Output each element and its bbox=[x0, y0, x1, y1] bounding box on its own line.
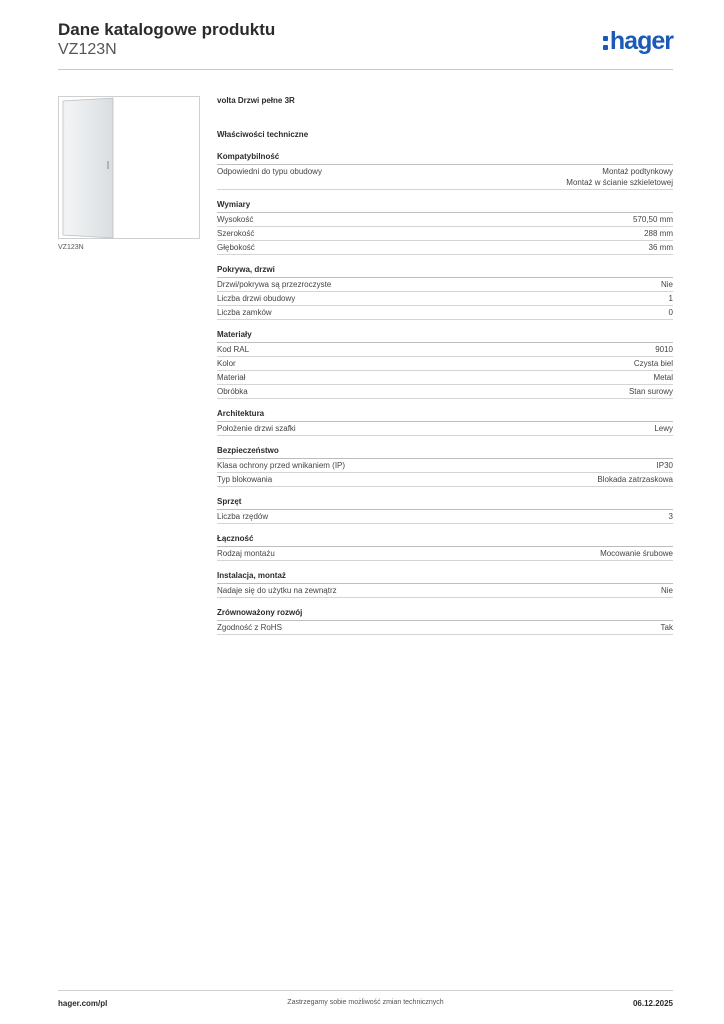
spec-value-line: Blokada zatrzaskowa bbox=[597, 475, 673, 484]
spec-row bbox=[217, 422, 673, 436]
page-header bbox=[58, 20, 673, 70]
spec-section bbox=[217, 200, 673, 255]
section-title: Instalacja, montaż bbox=[217, 571, 673, 584]
page-footer bbox=[58, 990, 673, 1011]
technical-properties-heading: Właściwości techniczne bbox=[217, 130, 309, 139]
section-title: Wymiary bbox=[217, 200, 673, 213]
spec-row bbox=[217, 510, 673, 524]
spec-label: Liczba zamków bbox=[217, 308, 272, 317]
spec-sections bbox=[217, 152, 673, 635]
spec-value bbox=[655, 344, 673, 355]
section-title: Sprzęt bbox=[217, 497, 673, 510]
spec-value bbox=[654, 423, 673, 434]
spec-value-line: Nie bbox=[660, 586, 673, 595]
spec-section bbox=[217, 534, 673, 561]
spec-value bbox=[669, 293, 673, 304]
spec-section bbox=[217, 409, 673, 436]
spec-row bbox=[217, 547, 673, 561]
spec-row bbox=[217, 473, 673, 487]
spec-value bbox=[566, 166, 673, 188]
spec-label: Kod RAL bbox=[217, 345, 250, 354]
spec-row bbox=[217, 292, 673, 306]
document-title: Dane katalogowe produktu bbox=[58, 20, 276, 39]
section-title: Łączność bbox=[217, 534, 673, 547]
spec-value bbox=[661, 585, 673, 596]
section-title: Zrównoważony rozwój bbox=[217, 608, 673, 621]
spec-label: Obróbka bbox=[217, 387, 248, 396]
spec-row bbox=[217, 343, 673, 357]
spec-value bbox=[657, 460, 673, 471]
spec-label: Zgodność z RoHS bbox=[217, 623, 282, 632]
spec-value bbox=[597, 474, 673, 485]
spec-row bbox=[217, 621, 673, 635]
spec-value bbox=[634, 358, 673, 369]
spec-label: Nadaje się do użytku na zewnątrz bbox=[217, 586, 337, 595]
section-title: Bezpieczeństwo bbox=[217, 446, 673, 459]
spec-label: Głębokość bbox=[217, 243, 255, 252]
spec-section bbox=[217, 265, 673, 320]
spec-label: Szerokość bbox=[217, 229, 255, 238]
spec-label: Materiał bbox=[217, 373, 246, 382]
spec-value-line: IP30 bbox=[656, 461, 673, 470]
spec-value bbox=[661, 622, 673, 633]
product-name: volta Drzwi pełne 3R bbox=[217, 96, 295, 105]
spec-value-line: 570,50 mm bbox=[632, 215, 673, 224]
spec-value-line: Nie bbox=[660, 280, 673, 289]
spec-value-line: Mocowanie śrubowe bbox=[600, 549, 673, 558]
spec-value bbox=[669, 511, 673, 522]
spec-section bbox=[217, 446, 673, 487]
spec-value-line: Czysta biel bbox=[633, 359, 673, 368]
spec-section bbox=[217, 571, 673, 598]
spec-label: Rodzaj montażu bbox=[217, 549, 275, 558]
spec-label: Liczba drzwi obudowy bbox=[217, 294, 296, 303]
spec-label: Kolor bbox=[217, 359, 236, 368]
spec-row bbox=[217, 213, 673, 227]
spec-value-line: Lewy bbox=[654, 424, 673, 433]
section-title: Pokrywa, drzwi bbox=[217, 265, 673, 278]
spec-label: Położenie drzwi szafki bbox=[217, 424, 296, 433]
spec-value-line: 3 bbox=[668, 512, 673, 521]
spec-row bbox=[217, 385, 673, 399]
spec-row bbox=[217, 241, 673, 255]
spec-value bbox=[661, 279, 673, 290]
section-title: Architektura bbox=[217, 409, 673, 422]
product-image bbox=[58, 96, 200, 239]
spec-section bbox=[217, 330, 673, 399]
spec-row bbox=[217, 165, 673, 190]
spec-row bbox=[217, 459, 673, 473]
spec-value-line: Tak bbox=[660, 623, 673, 632]
spec-label: Odpowiedni do typu obudowy bbox=[217, 167, 322, 176]
spec-section bbox=[217, 608, 673, 635]
hager-logo bbox=[603, 26, 673, 56]
spec-value-line: 36 mm bbox=[648, 243, 673, 252]
spec-value bbox=[669, 307, 673, 318]
product-details bbox=[217, 96, 673, 635]
spec-row bbox=[217, 371, 673, 385]
spec-row bbox=[217, 357, 673, 371]
spec-value-line: 1 bbox=[668, 294, 673, 303]
image-caption: VZ123N bbox=[58, 244, 84, 251]
section-title: Kompatybilność bbox=[217, 152, 673, 165]
spec-label: Klasa ochrony przed wnikaniem (IP) bbox=[217, 461, 346, 470]
spec-value-line: 0 bbox=[668, 308, 673, 317]
footer-disclaimer: Zastrzegamy sobie możliwość zmian technicznych bbox=[287, 999, 444, 1006]
spec-section bbox=[217, 152, 673, 190]
spec-value-line: Montaż w ścianie szkieletowej bbox=[566, 178, 673, 187]
spec-label: Wysokość bbox=[217, 215, 254, 224]
spec-value-line: Stan surowy bbox=[628, 387, 673, 396]
spec-value-line: Montaż podtynkowy bbox=[602, 167, 673, 176]
spec-value bbox=[644, 228, 673, 239]
document-subtitle: VZ123N bbox=[58, 41, 117, 58]
spec-row bbox=[217, 278, 673, 292]
spec-row bbox=[217, 306, 673, 320]
footer-website-link[interactable]: hager.com/pl bbox=[58, 999, 108, 1008]
spec-value-line: 9010 bbox=[655, 345, 673, 354]
spec-label: Liczba rzędów bbox=[217, 512, 269, 521]
logo-text: hager bbox=[609, 26, 673, 55]
spec-label: Drzwi/pokrywa są przezroczyste bbox=[217, 280, 332, 289]
spec-row bbox=[217, 227, 673, 241]
footer-date: 06.12.2025 bbox=[632, 999, 673, 1008]
spec-value bbox=[649, 242, 673, 253]
spec-row bbox=[217, 584, 673, 598]
spec-value bbox=[600, 548, 673, 559]
spec-value-line: 288 mm bbox=[644, 229, 673, 238]
spec-value bbox=[629, 386, 673, 397]
spec-value-line: Metal bbox=[653, 373, 673, 382]
door-panel-icon bbox=[59, 97, 201, 240]
spec-value bbox=[653, 372, 673, 383]
logo-dots-icon bbox=[603, 36, 608, 50]
spec-label: Typ blokowania bbox=[217, 475, 273, 484]
spec-section bbox=[217, 497, 673, 524]
section-title: Materiały bbox=[217, 330, 673, 343]
spec-value bbox=[633, 214, 673, 225]
